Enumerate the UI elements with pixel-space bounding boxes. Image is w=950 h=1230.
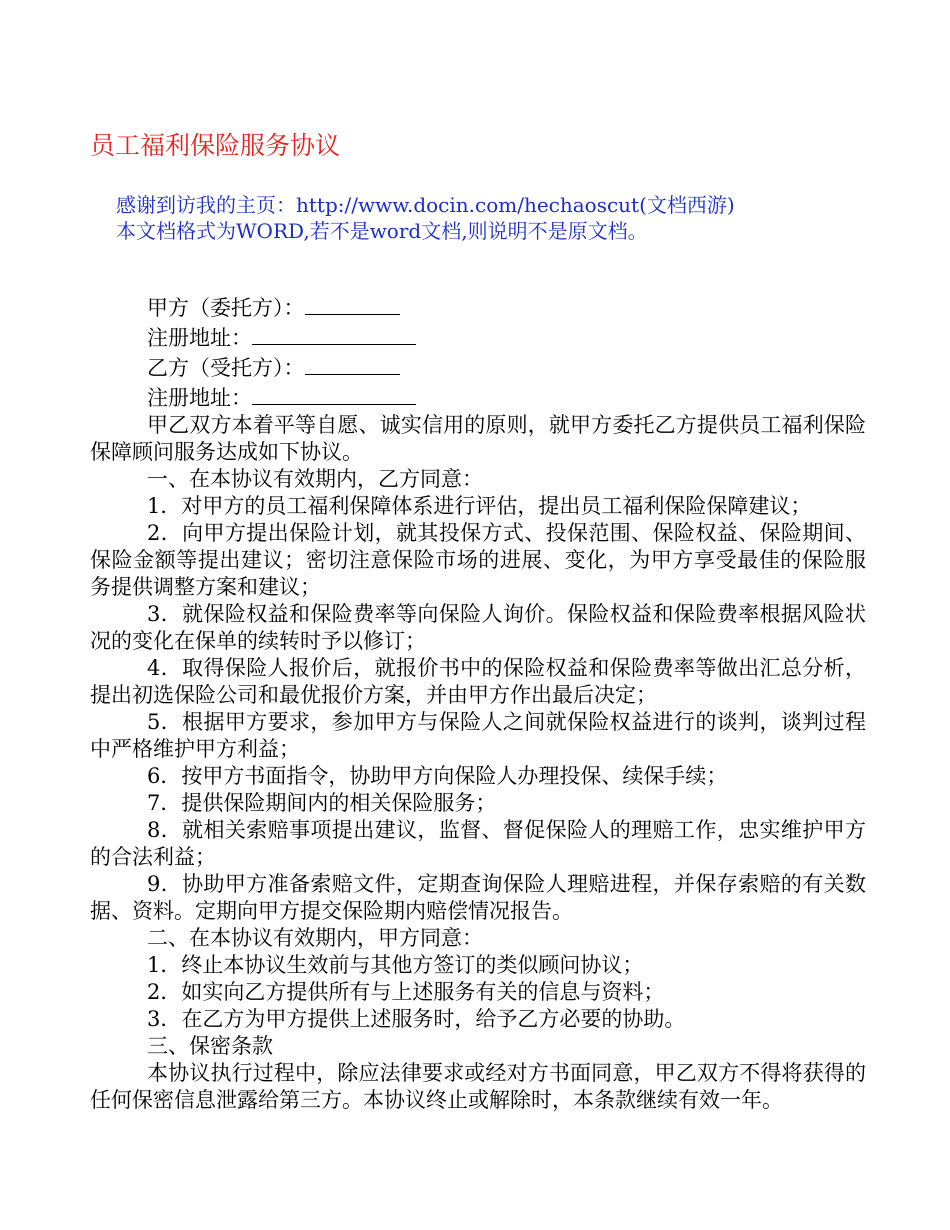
party-a-label: 甲方（委托方）：: [147, 296, 305, 320]
party-b-address-label: 注册地址：: [147, 386, 252, 410]
clause-1-2: 2．向甲方提出保险计划，就其投保方式、投保范围、保险权益、保险期间、保险金额等提出建议；密切注意保险市场的进展、变化，为甲方享受最佳的保险服务提供调整方案和建议；: [90, 521, 866, 599]
party-b-field: [90, 352, 866, 382]
party-a-address-label: 注册地址：: [147, 326, 252, 350]
clause-1-3: 3．就保险权益和保险费率等向保险人询价。保险权益和保险费率根据风险状况的变化在保单的续转时予以修订；: [90, 602, 866, 653]
clause-1-4: 4．取得保险人报价后，就报价书中的保险权益和保险费率等做出汇总分析，提出初选保险公司和最优报价方案，并由甲方作出最后决定；: [90, 656, 866, 707]
notice-line-homepage: 感谢到访我的主页：http://www.docin.com/hechaoscut(文档西游): [116, 193, 735, 217]
party-a-blank: [305, 292, 400, 315]
clause-1-6: 6．按甲方书面指令，协助甲方向保险人办理投保、续保手续；: [147, 764, 728, 788]
clause-1-8: 8．就相关索赔事项提出建议，监督、督促保险人的理赔工作，忠实维护甲方的合法利益；: [90, 818, 866, 869]
party-b-address-blank: [252, 382, 416, 405]
clause-2-2: 2．如实向乙方提供所有与上述服务有关的信息与资料；: [147, 980, 665, 1004]
clause-1-5: 5．根据甲方要求，参加甲方与保险人之间就保险权益进行的谈判，谈判过程中严格维护甲方利益；: [90, 710, 866, 761]
notice-line-format: 本文档格式为WORD,若不是word文档,则说明不是原文档。: [116, 219, 648, 243]
paragraph-intro: 甲乙双方本着平等自愿、诚实信用的原则，就甲方委托乙方提供员工福利保险保障顾问服务达成如下协议。: [90, 413, 866, 464]
party-b-blank: [305, 352, 400, 375]
party-b-address-field: [90, 382, 866, 412]
clause-2-1: 1．终止本协议生效前与其他方签订的类似顾问协议；: [147, 953, 644, 977]
clause-2-3: 3．在乙方为甲方提供上述服务时，给予乙方必要的协助。: [147, 1007, 686, 1031]
section-heading-2: 二、在本协议有效期内，甲方同意：: [147, 926, 483, 950]
clause-1-1: 1．对甲方的员工福利保障体系进行评估，提出员工福利保险保障建议；: [147, 494, 812, 518]
party-a-address-blank: [252, 322, 416, 345]
party-a-field: [90, 292, 866, 322]
agreement-body: [90, 292, 866, 1114]
party-a-address-field: [90, 322, 866, 352]
party-b-label: 乙方（受托方）：: [147, 356, 305, 380]
document-title: 员工福利保险服务协议: [90, 131, 341, 160]
section-heading-1: 一、在本协议有效期内，乙方同意：: [147, 467, 483, 491]
clause-1-9: 9．协助甲方准备索赔文件，定期查询保险人理赔进程，并保存索赔的有关数据、资料。定期向甲方提交保险期内赔偿情况报告。: [90, 872, 866, 923]
clause-1-7: 7．提供保险期间内的相关保险服务；: [147, 791, 497, 815]
notice-block: [116, 192, 735, 244]
section-heading-3: 三、保密条款: [147, 1034, 273, 1058]
confidentiality-clause: 本协议执行过程中，除应法律要求或经对方书面同意，甲乙双方不得将获得的任何保密信息泄露给第三方。本协议终止或解除时，本条款继续有效一年。: [90, 1061, 866, 1112]
